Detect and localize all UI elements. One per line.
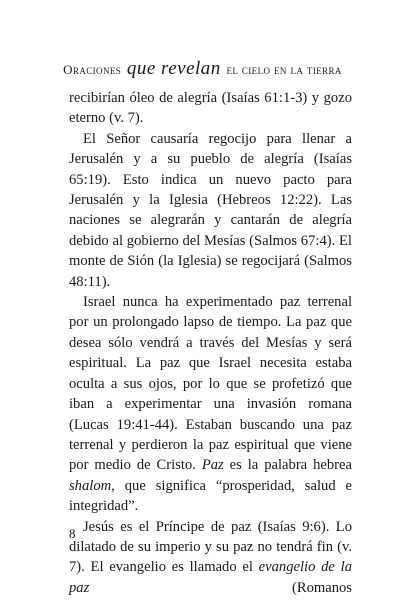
text-run: , que significa “prosperidad, salud e integridad”. [69,477,352,515]
paragraph [69,129,352,292]
italic-text-run: Paz [201,457,224,474]
text-run: Israel nunca ha experimentado paz terrenal por un prolongado lapso de tiempo. La paz que desea sólo vendrá a través del Mesías y será espiritual. La paz que Israel necesita estaba oculta a sus ojos, por lo que se profetizó que iban a experimentar una invasión romana (Lucas 19:41-44). Estaban buscando una paz terrenal y perdieron la paz espiritual que viene por medio de Cristo. [69,294,352,474]
body-text [69,88,352,598]
running-head-title-part1: Oraciones [63,62,122,77]
paragraph [69,517,352,599]
running-head-title-script: que revelan [126,58,221,79]
running-head [0,58,405,80]
page-number: 8 [69,526,76,541]
italic-text-run: evangelio de la paz [69,559,352,596]
text-run: es la palabra hebrea [223,457,352,474]
text-run: (Romanos [89,579,352,596]
text-run: recibirían óleo de alegría (Isaías 61:1-3) y gozo eterno (v. 7). [69,90,352,127]
paragraph [69,88,352,129]
paragraph [69,292,352,516]
italic-text-run: shalom [69,477,112,494]
text-run: El Señor causaría regocijo para llenar a Jerusalén y a su pueblo de alegría (Isaías 65:19). Esto indica un nuevo pacto para Jerusalén y la Iglesia (Hebreos 12:22). Las naciones se alegrarán y cantarán de alegría debido al gobierno del Mesías (Salmos 67:4). El monte de Sión (la Iglesia) se regocijará (Salmos 48:11). [69,130,352,290]
running-head-title-part3: el cielo en la tierra [226,62,342,77]
text-run: Jesús es el Príncipe de paz (Isaías 9:6). Lo dilatado de su imperio y su paz no tendrá fin (v. 7). El evangelio es llamado el [69,518,352,576]
